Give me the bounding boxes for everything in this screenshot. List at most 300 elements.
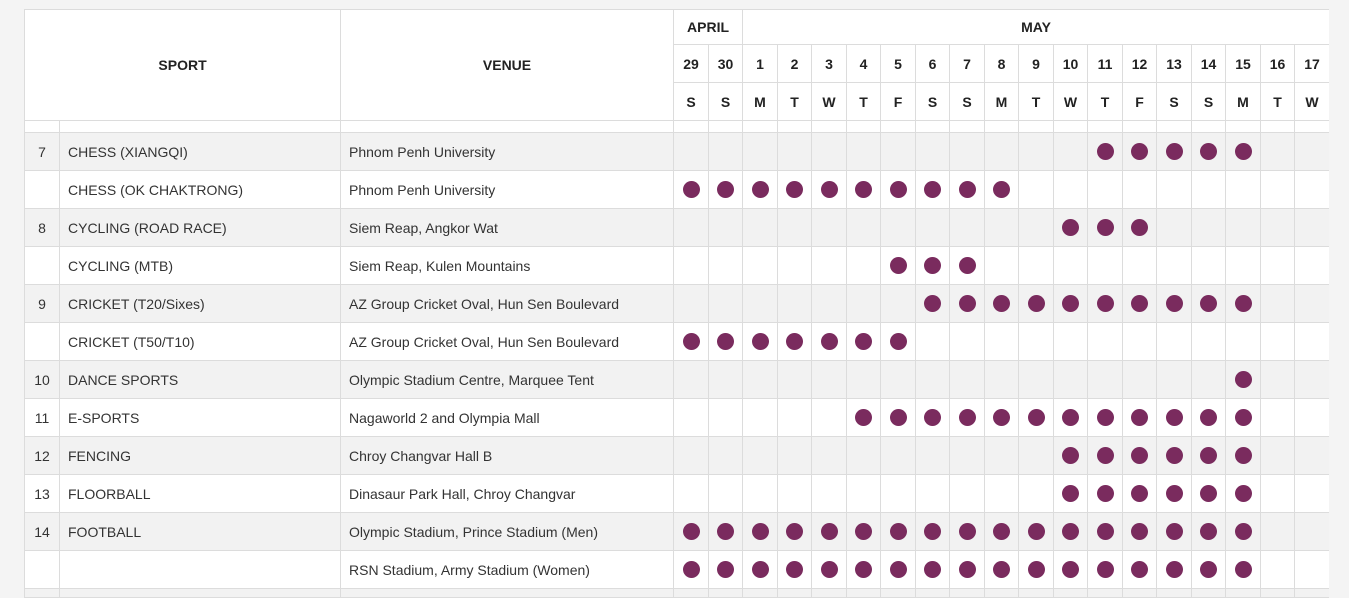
event-dot <box>1131 409 1148 426</box>
day-cell <box>1088 171 1123 209</box>
date-header: 30 <box>709 45 743 83</box>
day-cell <box>916 551 950 589</box>
event-dot <box>1097 561 1114 578</box>
day-cell <box>1295 437 1329 475</box>
partial-cell <box>709 589 743 598</box>
day-cell <box>743 361 778 399</box>
month-header-row <box>25 10 1330 45</box>
day-cell <box>1226 171 1261 209</box>
event-dot <box>752 333 769 350</box>
date-header: 11 <box>1088 45 1123 83</box>
day-cell <box>916 361 950 399</box>
event-dot <box>752 181 769 198</box>
day-cell <box>812 475 847 513</box>
day-cell <box>1157 171 1192 209</box>
sport-name: FLOORBALL <box>60 475 341 513</box>
event-dot <box>959 523 976 540</box>
day-cell <box>1019 133 1054 171</box>
day-cell <box>847 209 881 247</box>
date-header: 4 <box>847 45 881 83</box>
event-dot <box>683 561 700 578</box>
table-row <box>25 209 1330 247</box>
event-dot <box>821 561 838 578</box>
day-cell <box>881 171 916 209</box>
day-cell <box>1261 285 1295 323</box>
event-dot <box>786 333 803 350</box>
event-dot <box>959 295 976 312</box>
sport-number: 10 <box>25 361 60 399</box>
day-cell <box>812 513 847 551</box>
day-cell <box>1295 551 1329 589</box>
event-dot <box>786 523 803 540</box>
table-row <box>25 513 1330 551</box>
partial-cell <box>709 121 743 133</box>
sport-name: E-SPORTS <box>60 399 341 437</box>
day-cell <box>1123 133 1157 171</box>
day-cell <box>743 437 778 475</box>
venue-header: VENUE <box>341 10 674 121</box>
date-header: 12 <box>1123 45 1157 83</box>
event-dot <box>1131 219 1148 236</box>
day-cell <box>847 437 881 475</box>
event-dot <box>924 295 941 312</box>
partial-cell <box>812 121 847 133</box>
day-cell <box>1054 209 1088 247</box>
event-dot <box>821 523 838 540</box>
day-cell <box>778 133 812 171</box>
event-dot <box>993 561 1010 578</box>
schedule-container <box>24 9 1329 598</box>
event-dot <box>1131 143 1148 160</box>
day-cell <box>916 209 950 247</box>
event-dot <box>959 257 976 274</box>
sport-header: SPORT <box>25 10 341 121</box>
day-cell <box>709 171 743 209</box>
day-cell <box>1088 247 1123 285</box>
day-cell <box>709 399 743 437</box>
day-cell <box>1054 399 1088 437</box>
event-dot <box>993 409 1010 426</box>
day-cell <box>1088 437 1123 475</box>
sport-number <box>25 551 60 589</box>
day-cell <box>950 171 985 209</box>
partial-cell <box>985 121 1019 133</box>
day-cell <box>1192 551 1226 589</box>
day-cell <box>881 285 916 323</box>
weekday-header: S <box>674 83 709 121</box>
event-dot <box>1235 485 1252 502</box>
day-cell <box>881 247 916 285</box>
partial-cell <box>1295 589 1329 598</box>
day-cell <box>1157 513 1192 551</box>
event-dot <box>1097 523 1114 540</box>
event-dot <box>1166 295 1183 312</box>
weekday-header: T <box>847 83 881 121</box>
event-dot <box>1131 295 1148 312</box>
sport-name: FENCING <box>60 437 341 475</box>
table-row <box>25 551 1330 589</box>
table-body <box>25 121 1330 598</box>
event-dot <box>924 409 941 426</box>
day-cell <box>778 475 812 513</box>
day-cell <box>985 285 1019 323</box>
day-cell <box>916 171 950 209</box>
day-cell <box>812 361 847 399</box>
event-dot <box>855 333 872 350</box>
weekday-header: M <box>1226 83 1261 121</box>
schedule-table <box>24 9 1329 598</box>
day-cell <box>1226 513 1261 551</box>
day-cell <box>1054 323 1088 361</box>
event-dot <box>1166 561 1183 578</box>
date-header: 15 <box>1226 45 1261 83</box>
day-cell <box>1192 171 1226 209</box>
day-cell <box>985 323 1019 361</box>
day-cell <box>812 285 847 323</box>
day-cell <box>881 513 916 551</box>
day-cell <box>674 513 709 551</box>
date-header: 6 <box>916 45 950 83</box>
event-dot <box>855 181 872 198</box>
day-cell <box>1192 437 1226 475</box>
event-dot <box>1235 295 1252 312</box>
date-header: 9 <box>1019 45 1054 83</box>
day-cell <box>1123 171 1157 209</box>
sport-name: CRICKET (T20/Sixes) <box>60 285 341 323</box>
date-header: 29 <box>674 45 709 83</box>
table-row <box>25 323 1330 361</box>
event-dot <box>890 333 907 350</box>
sport-number <box>25 323 60 361</box>
event-dot <box>1097 447 1114 464</box>
event-dot <box>890 181 907 198</box>
day-cell <box>709 361 743 399</box>
partial-cell <box>847 121 881 133</box>
day-cell <box>674 399 709 437</box>
day-cell <box>743 399 778 437</box>
event-dot <box>1097 219 1114 236</box>
date-header: 13 <box>1157 45 1192 83</box>
venue-name: Phnom Penh University <box>341 171 674 209</box>
event-dot <box>993 523 1010 540</box>
event-dot <box>1235 447 1252 464</box>
event-dot <box>717 181 734 198</box>
day-cell <box>1088 475 1123 513</box>
day-cell <box>674 285 709 323</box>
day-cell <box>812 133 847 171</box>
day-cell <box>1295 285 1329 323</box>
event-dot <box>752 523 769 540</box>
day-cell <box>1261 171 1295 209</box>
day-cell <box>1226 399 1261 437</box>
event-dot <box>1235 409 1252 426</box>
day-cell <box>1019 399 1054 437</box>
day-cell <box>812 323 847 361</box>
partial-row-top <box>25 121 1330 133</box>
day-cell <box>847 551 881 589</box>
partial-cell <box>743 121 778 133</box>
day-cell <box>709 133 743 171</box>
day-cell <box>1261 475 1295 513</box>
day-cell <box>709 323 743 361</box>
event-dot <box>1097 485 1114 502</box>
day-cell <box>1019 513 1054 551</box>
day-cell <box>881 437 916 475</box>
day-cell <box>1295 171 1329 209</box>
sport-number <box>25 171 60 209</box>
day-cell <box>1226 475 1261 513</box>
month-header: APRIL <box>674 10 743 45</box>
day-cell <box>812 437 847 475</box>
date-header: 1 <box>743 45 778 83</box>
weekday-header: F <box>881 83 916 121</box>
event-dot <box>1028 523 1045 540</box>
event-dot <box>959 181 976 198</box>
event-dot <box>924 181 941 198</box>
table-row <box>25 133 1330 171</box>
day-cell <box>916 285 950 323</box>
weekday-header: T <box>1019 83 1054 121</box>
day-cell <box>950 285 985 323</box>
day-cell <box>1157 475 1192 513</box>
day-cell <box>950 323 985 361</box>
day-cell <box>985 247 1019 285</box>
day-cell <box>1192 209 1226 247</box>
day-cell <box>950 551 985 589</box>
event-dot <box>959 561 976 578</box>
table-row <box>25 399 1330 437</box>
day-cell <box>985 209 1019 247</box>
event-dot <box>1097 143 1114 160</box>
day-cell <box>1088 399 1123 437</box>
weekday-header: W <box>1054 83 1088 121</box>
day-cell <box>881 323 916 361</box>
day-cell <box>1226 323 1261 361</box>
partial-cell <box>25 121 60 133</box>
day-cell <box>950 361 985 399</box>
sport-name: CHESS (XIANGQI) <box>60 133 341 171</box>
sport-number: 12 <box>25 437 60 475</box>
event-dot <box>1028 409 1045 426</box>
date-header: 2 <box>778 45 812 83</box>
event-dot <box>683 333 700 350</box>
day-cell <box>674 323 709 361</box>
day-cell <box>1295 247 1329 285</box>
day-cell <box>1295 361 1329 399</box>
day-cell <box>674 133 709 171</box>
day-cell <box>1123 247 1157 285</box>
event-dot <box>924 561 941 578</box>
event-dot <box>855 561 872 578</box>
event-dot <box>993 295 1010 312</box>
day-cell <box>950 399 985 437</box>
day-cell <box>1192 247 1226 285</box>
day-cell <box>1123 399 1157 437</box>
partial-cell <box>341 121 674 133</box>
partial-cell <box>60 589 341 598</box>
day-cell <box>1019 323 1054 361</box>
event-dot <box>1235 523 1252 540</box>
day-cell <box>709 551 743 589</box>
day-cell <box>1295 513 1329 551</box>
event-dot <box>1166 447 1183 464</box>
day-cell <box>985 133 1019 171</box>
table-row <box>25 285 1330 323</box>
day-cell <box>674 171 709 209</box>
partial-cell <box>778 589 812 598</box>
event-dot <box>1131 485 1148 502</box>
day-cell <box>812 247 847 285</box>
day-cell <box>1295 399 1329 437</box>
partial-cell <box>812 589 847 598</box>
day-cell <box>1019 361 1054 399</box>
day-cell <box>743 551 778 589</box>
day-cell <box>743 171 778 209</box>
sport-name: CHESS (OK CHAKTRONG) <box>60 171 341 209</box>
day-cell <box>1192 475 1226 513</box>
day-cell <box>1226 285 1261 323</box>
partial-cell <box>1157 589 1192 598</box>
venue-name: Phnom Penh University <box>341 133 674 171</box>
partial-cell <box>60 121 341 133</box>
day-cell <box>985 513 1019 551</box>
event-dot <box>1062 295 1079 312</box>
day-cell <box>1054 475 1088 513</box>
date-header: 3 <box>812 45 847 83</box>
sport-name: DANCE SPORTS <box>60 361 341 399</box>
day-cell <box>778 437 812 475</box>
day-cell <box>812 171 847 209</box>
partial-cell <box>881 589 916 598</box>
date-header: 14 <box>1192 45 1226 83</box>
weekday-header: T <box>778 83 812 121</box>
day-cell <box>1088 513 1123 551</box>
day-cell <box>1054 513 1088 551</box>
day-cell <box>1226 437 1261 475</box>
event-dot <box>1200 485 1217 502</box>
partial-cell <box>847 589 881 598</box>
day-cell <box>674 437 709 475</box>
weekday-header: T <box>1261 83 1295 121</box>
day-cell <box>743 475 778 513</box>
day-cell <box>778 399 812 437</box>
day-cell <box>847 513 881 551</box>
partial-cell <box>1123 589 1157 598</box>
day-cell <box>1019 437 1054 475</box>
event-dot <box>890 409 907 426</box>
table-header <box>25 10 1330 121</box>
day-cell <box>709 475 743 513</box>
day-cell <box>847 247 881 285</box>
partial-cell <box>1295 121 1329 133</box>
event-dot <box>993 181 1010 198</box>
day-cell <box>916 513 950 551</box>
day-cell <box>674 475 709 513</box>
day-cell <box>1088 361 1123 399</box>
day-cell <box>674 247 709 285</box>
day-cell <box>916 323 950 361</box>
event-dot <box>1200 447 1217 464</box>
day-cell <box>743 513 778 551</box>
weekday-header: W <box>1295 83 1329 121</box>
day-cell <box>1123 209 1157 247</box>
weekday-header: T <box>1088 83 1123 121</box>
partial-cell <box>1261 121 1295 133</box>
day-cell <box>1088 551 1123 589</box>
day-cell <box>743 323 778 361</box>
day-cell <box>743 133 778 171</box>
day-cell <box>1088 133 1123 171</box>
partial-cell <box>674 589 709 598</box>
day-cell <box>1295 323 1329 361</box>
day-cell <box>881 209 916 247</box>
sport-number: 11 <box>25 399 60 437</box>
partial-cell <box>1157 121 1192 133</box>
day-cell <box>1054 361 1088 399</box>
day-cell <box>743 209 778 247</box>
day-cell <box>709 513 743 551</box>
day-cell <box>1226 551 1261 589</box>
weekday-header: F <box>1123 83 1157 121</box>
day-cell <box>709 437 743 475</box>
day-cell <box>1261 361 1295 399</box>
day-cell <box>674 209 709 247</box>
day-cell <box>812 551 847 589</box>
day-cell <box>985 171 1019 209</box>
table-row <box>25 247 1330 285</box>
day-cell <box>950 209 985 247</box>
venue-name: Dinasaur Park Hall, Chroy Changvar <box>341 475 674 513</box>
partial-cell <box>1123 121 1157 133</box>
day-cell <box>916 437 950 475</box>
day-cell <box>1019 551 1054 589</box>
day-cell <box>778 361 812 399</box>
event-dot <box>683 181 700 198</box>
day-cell <box>1054 551 1088 589</box>
event-dot <box>683 523 700 540</box>
weekday-header: S <box>709 83 743 121</box>
partial-cell <box>1226 121 1261 133</box>
day-cell <box>985 361 1019 399</box>
day-cell <box>1019 285 1054 323</box>
day-cell <box>778 247 812 285</box>
day-cell <box>1054 285 1088 323</box>
day-cell <box>1054 437 1088 475</box>
day-cell <box>1226 247 1261 285</box>
day-cell <box>1157 551 1192 589</box>
event-dot <box>752 561 769 578</box>
partial-cell <box>916 589 950 598</box>
day-cell <box>778 513 812 551</box>
event-dot <box>1166 485 1183 502</box>
date-header: 16 <box>1261 45 1295 83</box>
event-dot <box>1062 485 1079 502</box>
venue-name: AZ Group Cricket Oval, Hun Sen Boulevard <box>341 323 674 361</box>
day-cell <box>985 437 1019 475</box>
event-dot <box>959 409 976 426</box>
partial-cell <box>341 589 674 598</box>
day-cell <box>881 551 916 589</box>
partial-cell <box>950 589 985 598</box>
day-cell <box>1295 133 1329 171</box>
event-dot <box>786 561 803 578</box>
partial-cell <box>1054 589 1088 598</box>
day-cell <box>1192 399 1226 437</box>
venue-name: Chroy Changvar Hall B <box>341 437 674 475</box>
day-cell <box>1261 551 1295 589</box>
day-cell <box>1226 209 1261 247</box>
day-cell <box>916 475 950 513</box>
